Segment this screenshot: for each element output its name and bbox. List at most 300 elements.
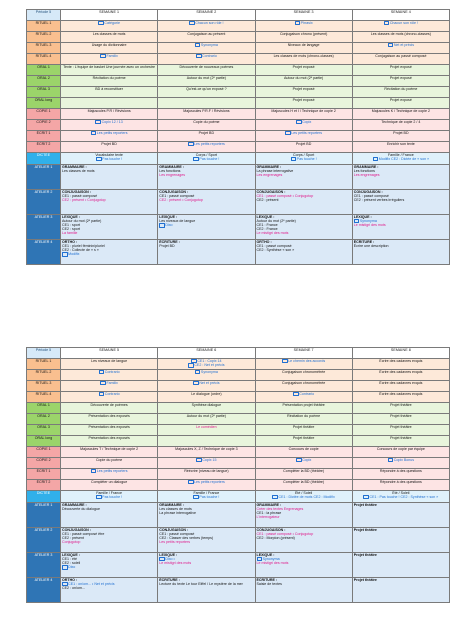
resource-icon: [96, 157, 102, 161]
schedule-cell: [255, 153, 352, 165]
resource-label: Copix Bonus: [393, 458, 415, 463]
cell-text: Le mistigri des mots: [353, 223, 386, 228]
resource-label: Pas touche !: [102, 495, 123, 500]
cell-text: [354, 495, 448, 499]
cell-text: BD à reconstituer: [95, 87, 123, 91]
table-row: [27, 153, 450, 165]
resource-label: Contrario: [202, 54, 217, 59]
schedule-cell: [61, 553, 158, 578]
cell-text: Projet théâtre: [292, 436, 315, 440]
cell-text: CE1 : France: [256, 223, 278, 228]
table-row: [27, 528, 450, 553]
schedule-cell: [352, 436, 449, 447]
row-label: RITUEL 1: [27, 359, 61, 370]
week-header-4: SEMAINE 8: [352, 348, 449, 359]
schedule-cell: [255, 370, 352, 381]
cell-text: CE2 : on/om...: [62, 586, 85, 591]
schedule-cell: [158, 240, 255, 265]
cell-text: Présentation des exposés: [88, 414, 130, 418]
resource-label: Contrario: [104, 370, 120, 375]
table-row: [27, 165, 450, 190]
cell-text: Le mistigri des mots: [159, 561, 192, 566]
schedule-cell: [158, 142, 255, 153]
period-header: Période 5: [27, 10, 61, 21]
schedule-cell: [352, 392, 449, 403]
schedule-cell: [255, 98, 352, 109]
schedule-cell: [158, 54, 255, 65]
cell-text: Concours de copie par équipe: [376, 447, 425, 451]
week-header-1: SEMAINE 5: [61, 348, 158, 359]
row-label: ATELIER 1: [27, 503, 61, 528]
row-label: DICTÉE: [27, 153, 61, 165]
resource-label: Pas touche !: [199, 495, 220, 500]
cell-text: CE2 : présent: [256, 198, 279, 203]
cell-text: Répondre à des questions: [379, 480, 422, 484]
cell-text: Été / Soleil: [392, 491, 410, 495]
cell-text: LEXIQUE :: [62, 553, 80, 557]
cell-text: Les niveaux de langue: [159, 219, 196, 224]
schedule-cell: [158, 425, 255, 436]
schedule-cell: [158, 215, 255, 240]
schedule-cell: [158, 109, 255, 120]
schedule-cell: [61, 131, 158, 142]
cell-text: Enrichir son texte: [386, 142, 415, 146]
cell-text: [354, 458, 448, 462]
cell-text: Corps / Sport: [293, 153, 315, 157]
table-row: [27, 76, 450, 87]
schedule-cell: [158, 403, 255, 414]
row-label: ORAL 3: [27, 87, 61, 98]
schedule-cell: [255, 32, 352, 43]
cell-text: Projet BD: [295, 142, 312, 146]
cell-text: Présentation des exposés: [88, 436, 130, 440]
cell-text: Été / Soleil: [295, 491, 313, 495]
row-label: ORAL 1: [27, 65, 61, 76]
resource-icon: [99, 392, 105, 396]
cell-text: CONJUGAISON :: [256, 190, 286, 194]
table-row: [27, 425, 450, 436]
cell-text: Conjugaison au passé composé: [375, 54, 427, 58]
resource-label: Dixo: [68, 565, 76, 570]
cell-text: CONJUGAISON :: [159, 528, 189, 532]
cell-text: ÉCRITURE :: [353, 240, 375, 244]
schedule-cell: [61, 392, 158, 403]
row-label: ÉCRIT 1: [27, 469, 61, 480]
schedule-cell: [158, 469, 255, 480]
cell-text: [62, 565, 156, 569]
schedule-cell: [352, 458, 449, 469]
table-row: [27, 381, 450, 392]
row-label: COPIE 2: [27, 458, 61, 469]
row-label: COPIE 1: [27, 109, 61, 120]
schedule-cell: [158, 120, 255, 131]
cell-text: GRAMMAIRE :: [256, 503, 282, 507]
cell-text: Les engrenages: [159, 173, 186, 178]
cell-text: Les classes de mots: [159, 507, 192, 512]
schedule-cell: [352, 491, 449, 503]
schedule-cell: [61, 98, 158, 109]
resource-icon: [62, 565, 68, 569]
resource-label: Copix: [302, 458, 312, 463]
schedule-cell: [61, 528, 158, 553]
resource-label: Chacun son rôle !: [389, 21, 418, 26]
schedule-cell: [255, 578, 352, 603]
table-row: [27, 21, 450, 32]
schedule-cell: [352, 240, 449, 265]
resource-label: Synonyma: [262, 557, 280, 562]
cell-text: Autour du mot (2ᵉ partie): [256, 219, 296, 224]
row-label: ATELIER 3: [27, 215, 61, 240]
schedule-cell: [255, 109, 352, 120]
schedule-cell: [352, 370, 449, 381]
resource-label: Modifix CE2 : Dictée de « son »: [378, 157, 430, 162]
table-row: [27, 120, 450, 131]
cell-text: [62, 392, 156, 396]
schedule-cell: [352, 469, 449, 480]
schedule-cell: [255, 469, 352, 480]
cell-text: LEXIQUE :: [159, 553, 178, 557]
schedule-cell: [352, 109, 449, 120]
schedule-cell: [352, 480, 449, 491]
schedule-cell: [158, 436, 255, 447]
schedule-cell: [61, 458, 158, 469]
cell-text: Les classes de mots: [62, 169, 95, 174]
cell-text: CE1 : pluriel féminin/pluriel: [62, 244, 105, 249]
schedule-cell: [352, 98, 449, 109]
schedule-cell: [158, 131, 255, 142]
cell-text: LEXIQUE :: [256, 553, 275, 557]
cell-text: Écrire des cadavres exquis: [379, 381, 423, 385]
cell-text: Copie du poème: [95, 458, 123, 462]
cell-text: [257, 495, 351, 499]
cell-text: Projet théâtre: [292, 425, 315, 429]
cell-text: Autour du mot (2ᵉ partie): [62, 219, 102, 224]
cell-text: CE1 : passé composé: [159, 532, 195, 537]
cell-text: CE1 : passé composé: [353, 194, 389, 199]
resource-icon: [373, 157, 379, 161]
cell-text: Les classes de mots (chrono-classes): [273, 54, 334, 58]
cell-text: Projet théâtre: [353, 528, 377, 532]
cell-text: [159, 458, 253, 462]
cell-text: Copie du poème: [193, 120, 220, 124]
cell-text: [62, 21, 156, 25]
resource-label: Dixo •: [165, 557, 175, 562]
schedule-cell: [255, 240, 352, 265]
cell-text: [257, 392, 351, 396]
cell-text: CE2 : présent • Conjugotop: [62, 198, 106, 203]
schedule-cell: [61, 54, 158, 65]
row-label: ORAL 1: [27, 403, 61, 414]
cell-text: Conjugaison au présent: [187, 32, 226, 36]
cell-text: Projet théâtre: [353, 553, 377, 557]
schedule-cell: [61, 381, 158, 392]
schedule-cell: [255, 414, 352, 425]
cell-text: CE1 : passé composé: [256, 244, 292, 249]
schedule-cell: [61, 87, 158, 98]
period-header: Période 5: [27, 348, 61, 359]
resource-label: Catégorie: [104, 21, 120, 26]
row-label: RITUEL 3: [27, 381, 61, 392]
cell-text: Projet théâtre: [390, 425, 412, 429]
cell-text: Majuscules T / Technique de copie 2: [80, 447, 139, 451]
resource-label: Chacun son rôle !: [195, 21, 224, 26]
resource-label: Le chemin des accords: [288, 359, 326, 364]
row-label: RITUEL 1: [27, 21, 61, 32]
schedule-cell: [255, 458, 352, 469]
cell-text: CE1 : passé composé • Conjugotop: [256, 532, 314, 537]
cell-text: Famille / France: [193, 491, 220, 495]
cell-text: Conjugaison chrono (présent): [279, 32, 328, 36]
schedule-cell: [158, 458, 255, 469]
cell-text: CE2 : soleil: [62, 561, 81, 566]
schedule-cell: [158, 503, 255, 528]
schedule-cell: [61, 370, 158, 381]
schedule-cell: [61, 32, 158, 43]
cell-text: Les engrenages: [256, 173, 283, 178]
cell-text: CE1 : passé composé: [159, 194, 195, 199]
schedule-cell: [255, 359, 352, 370]
schedule-cell: [158, 21, 255, 32]
row-label: COPIE 2: [27, 120, 61, 131]
resource-icon: [159, 223, 165, 227]
resource-icon: [99, 370, 105, 374]
schedule-cell: [158, 43, 255, 54]
schedule-cell: [158, 553, 255, 578]
cell-text: CE1 : la phrase: [256, 511, 282, 516]
cell-text: [62, 495, 156, 499]
cell-text: La famille: [62, 231, 78, 236]
row-label: ATELIER 2: [27, 528, 61, 553]
schedule-cell: [352, 414, 449, 425]
cell-text: GRAMMAIRE :: [62, 503, 87, 507]
table-row: [27, 370, 450, 381]
cell-text: Projet théâtre: [390, 436, 412, 440]
resource-label: Synonyma: [200, 43, 218, 48]
resource-label: CE1 : Copix 14: [197, 359, 222, 364]
cell-text: [159, 157, 253, 161]
cell-text: [159, 54, 253, 58]
resource-label: Synonyma: [200, 370, 218, 375]
schedule-cell: [158, 447, 255, 458]
cell-text: Lecture du texte Le tour Eiffel / Le mystère de la mer: [159, 582, 243, 587]
cell-text: [62, 469, 156, 473]
table-row: [27, 98, 450, 109]
cell-text: ÉCRITURE :: [159, 240, 180, 244]
week-header-3: SEMAINE 7: [255, 348, 352, 359]
cell-text: Le mistigri des mots: [256, 231, 289, 236]
cell-text: Projet BD: [101, 142, 117, 146]
schedule-cell: [61, 414, 158, 425]
schedule-cell: [352, 54, 449, 65]
schedule-cell: [255, 553, 352, 578]
resource-label: Pas touche !: [199, 157, 220, 162]
schedule-cell: [61, 403, 158, 414]
schedule-cell: [255, 54, 352, 65]
resource-label: CE1 : on/om... • Net et précis: [68, 582, 115, 587]
schedule-cell: [352, 142, 449, 153]
cell-text: Saisie de textes: [256, 582, 282, 587]
row-label: RITUEL 2: [27, 370, 61, 381]
schedule-cell: [61, 469, 158, 480]
cell-text: CE1 : passé composé: [62, 194, 98, 199]
schedule-cell: [255, 436, 352, 447]
cell-text: Les niveaux de langue: [91, 359, 128, 363]
schedule-cell: [158, 65, 255, 76]
resource-icon: [62, 252, 68, 256]
cell-text: Les petits reporters: [159, 540, 191, 545]
cell-text: CE2 : Morpion (présent): [256, 536, 295, 541]
row-label: ORAL 2: [27, 76, 61, 87]
cell-text: CE2 : Synthèse « son »: [256, 248, 295, 253]
resource-icon: [388, 43, 394, 47]
cell-text: Projet théâtre: [353, 578, 377, 582]
resource-label: Contrario: [104, 392, 120, 397]
cell-text: [159, 480, 253, 484]
schedule-cell: [61, 65, 158, 76]
schedule-cell: [255, 392, 352, 403]
resource-label: Synonyma: [359, 219, 377, 224]
schedule-cell: [352, 43, 449, 54]
cell-text: Les classes de mots (chrono-classes): [370, 32, 431, 36]
cell-text: [257, 458, 351, 462]
cell-text: CE2 : présent: [62, 536, 84, 541]
table-row: [27, 87, 450, 98]
cell-text: Synthèse dialogue: [191, 403, 222, 407]
schedule-cell: [352, 528, 449, 553]
cell-text: Projet exposé: [292, 98, 315, 102]
cell-text: Autour du mot (2ᵉ partie): [186, 414, 227, 418]
cell-text: Écrire des cadavres exquis: [379, 392, 423, 396]
cell-text: [62, 252, 156, 256]
resource-icon: [296, 458, 302, 462]
table-row: [27, 392, 450, 403]
cell-text: Les fonctions: [159, 169, 181, 174]
schedule-cell: [352, 32, 449, 43]
resource-icon: [195, 43, 201, 47]
cell-text: Majuscules K / Technique de copie 2: [371, 109, 431, 113]
row-label: ATELIER 4: [27, 578, 61, 603]
resource-icon: [384, 21, 390, 25]
cell-text: Découverte du dialogue: [62, 507, 100, 512]
cell-text: Récitation du poème: [287, 414, 321, 418]
schedule-cell: [61, 142, 158, 153]
cell-text: Majuscules P.R / Révisions: [87, 109, 131, 113]
cell-text: Majuscules P.R.F / Révisions: [183, 109, 230, 113]
resource-icon: [282, 359, 288, 363]
cell-text: L'interrogateur: [256, 515, 280, 520]
table-row: [27, 447, 450, 458]
cell-text: Autour du mot (2ᵉ partie): [186, 76, 227, 80]
schedule-cell: [61, 480, 158, 491]
row-label: ÉCRIT 1: [27, 131, 61, 142]
resource-label: Les petits reporters: [194, 142, 225, 147]
cell-text: CONJUGAISON :: [353, 190, 383, 194]
row-label: ATELIER 4: [27, 240, 61, 265]
cell-text: La phrase interrogative: [256, 169, 294, 174]
table-row: [27, 190, 450, 215]
cell-text: GRAMMAIRE :: [159, 165, 185, 169]
row-label: ORAL 3: [27, 425, 61, 436]
table-row: [27, 491, 450, 503]
resource-label: CE1 : Dictée de mots CE2 : Modifix: [278, 495, 335, 500]
schedule-cell: [352, 215, 449, 240]
schedule-cell: [255, 120, 352, 131]
schedule-cell: [61, 436, 158, 447]
cell-text: CE2 : présent • Conjugotop: [159, 198, 203, 203]
cell-text: [354, 43, 448, 47]
cell-text: CE2 : France: [256, 227, 278, 232]
cell-text: La phrase interrogative: [159, 511, 197, 516]
schedule-cell: [352, 403, 449, 414]
resource-icon: [363, 495, 369, 499]
cell-text: LEXIQUE :: [159, 215, 178, 219]
schedule-cell: [352, 165, 449, 190]
table-row: [27, 403, 450, 414]
cell-text: CE1 : passé composé • Conjugotop: [256, 194, 314, 199]
cell-text: ÉCRITURE :: [256, 578, 278, 582]
cell-text: Autour du mot (2ᵉ partie): [283, 76, 324, 80]
cell-text: Majuscules X, Z / Technique de copie 3: [175, 447, 238, 451]
resource-label: Net et précis: [393, 43, 415, 48]
row-label: ATELIER 1: [27, 165, 61, 190]
resource-icon: [96, 495, 102, 499]
resource-icon: [285, 131, 291, 135]
schedule-cell: [158, 359, 255, 370]
resource-label: Les petits reporters: [96, 131, 128, 136]
cell-text: Récitation du poème: [384, 87, 418, 91]
cell-text: Projet exposé: [389, 98, 412, 102]
cell-text: Conjugaison chronométrée: [282, 370, 326, 374]
resource-label: Copix: [302, 120, 312, 125]
cell-text: Répondre à des questions: [379, 469, 422, 473]
schedule-cell: [61, 190, 158, 215]
schedule-cell: [61, 491, 158, 503]
table-row: [27, 32, 450, 43]
table-row: [27, 65, 450, 76]
cell-text: Corps / Sport: [195, 153, 217, 157]
schedule-cell: [352, 359, 449, 370]
schedule-cell: [352, 381, 449, 392]
schedule-cell: [158, 381, 255, 392]
cell-text: Conjugaison chronométrée: [282, 381, 326, 385]
cell-text: CONJUGAISON :: [62, 528, 91, 532]
schedule-cell: [352, 131, 449, 142]
schedule-cell: [352, 120, 449, 131]
cell-text: [159, 21, 253, 25]
schedule-cell: [352, 21, 449, 32]
table-row: [27, 578, 450, 603]
cell-text: Présentation des exposés: [88, 425, 130, 429]
cell-text: [257, 359, 351, 363]
cell-text: ORTHO :: [256, 240, 272, 244]
resource-icon: [95, 120, 101, 124]
cell-text: Concours de copie: [288, 447, 319, 451]
schedule-cell: [255, 190, 352, 215]
schedule-cell: [61, 503, 158, 528]
cell-text: [159, 363, 253, 367]
table-row: [27, 240, 450, 265]
week-header-2: SEMAINE 2: [158, 10, 255, 21]
schedule-cell: [61, 120, 158, 131]
resource-icon: [295, 21, 301, 25]
resource-label: Copix 15: [202, 458, 217, 463]
resource-label: Contrario: [299, 392, 315, 397]
resource-icon: [188, 142, 194, 146]
cell-text: CE2 : Collecte de « s »: [62, 248, 99, 253]
row-label: ATELIER 3: [27, 553, 61, 578]
cell-text: Écrire des cadavres exquis: [379, 359, 423, 363]
schedule-cell: [158, 165, 255, 190]
